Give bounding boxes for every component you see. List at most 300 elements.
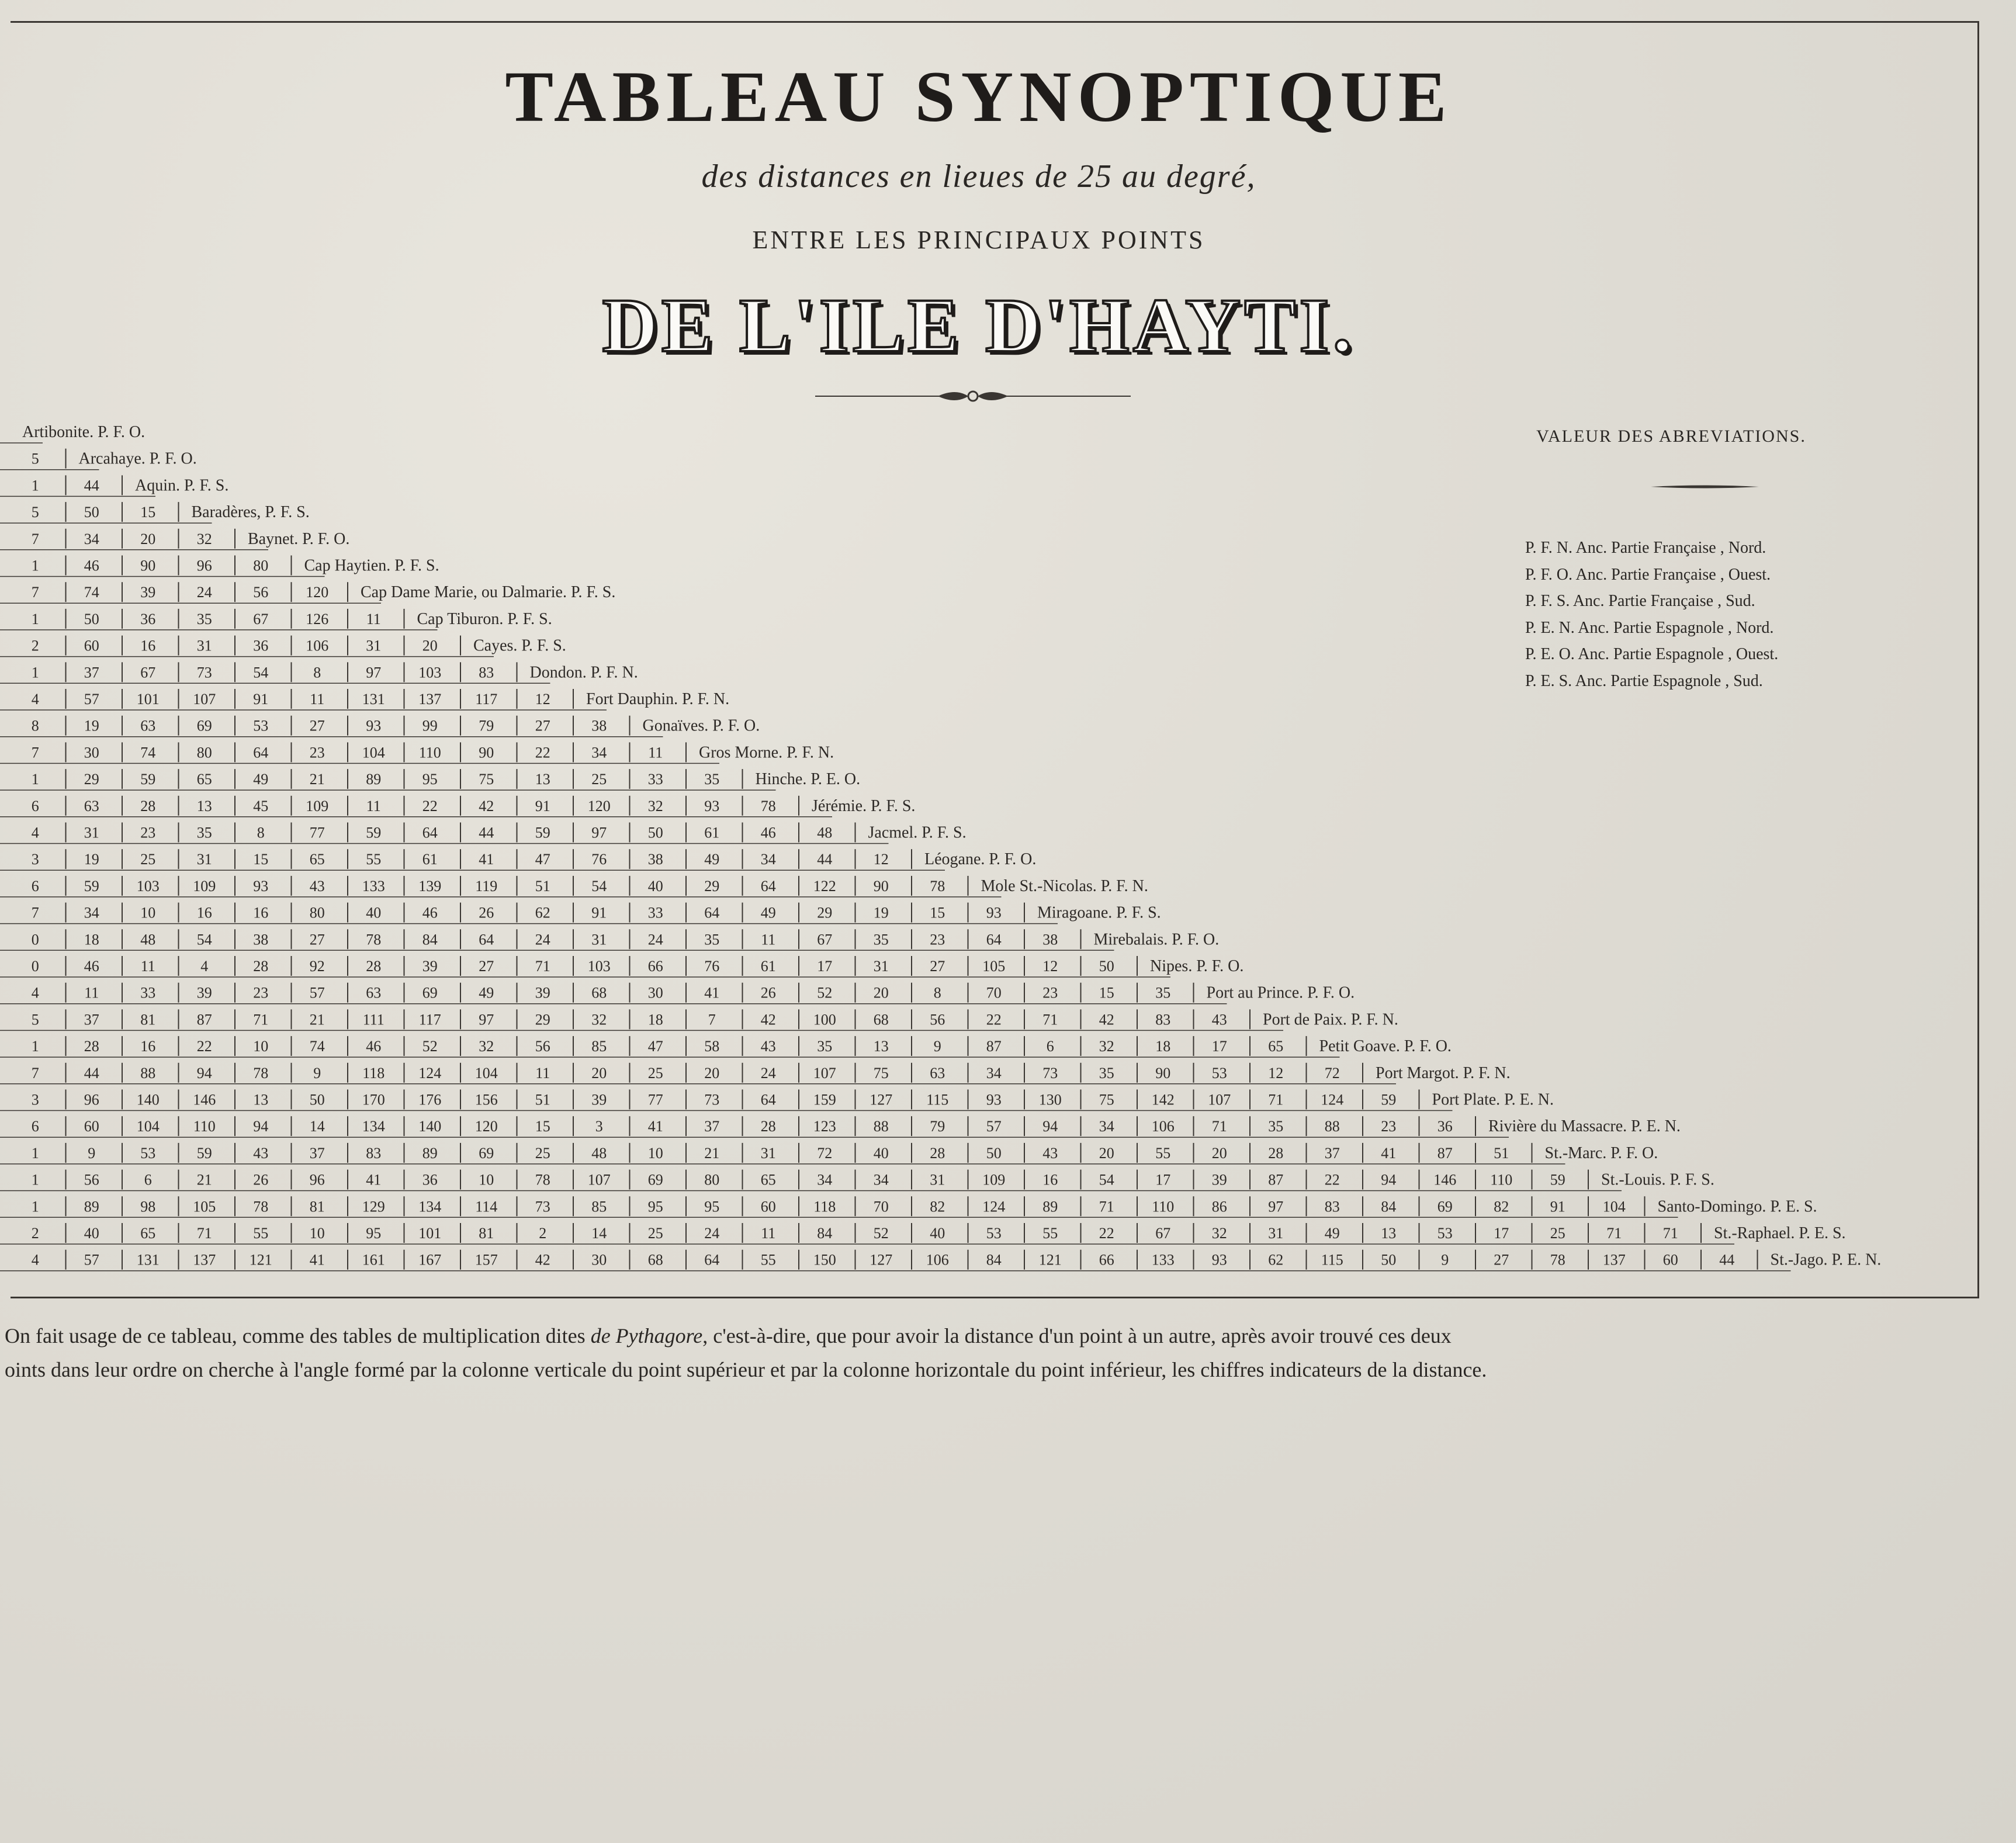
distance-cell: 133 [362,877,385,895]
distance-cell: 73 [535,1198,550,1215]
distance-cell: 129 [362,1198,385,1215]
distance-cell: 101 [136,691,160,708]
distance-cell: 25 [1550,1225,1565,1242]
distance-cell: 13 [873,1038,889,1055]
abbreviation-item: P. E. S. Anc. Partie Espagnole , Sud. [1525,671,1763,690]
subtitle-distances: des distances en lieues de 25 au degré, [701,158,1256,195]
distance-cell: 20 [1211,1144,1227,1162]
distance-cell: 54 [196,931,212,948]
distance-cell: 31 [196,851,212,868]
distance-cell: 110 [193,1118,216,1135]
distance-cell: 44 [817,851,833,868]
place-label: St.-Jago. P. E. N. [1770,1250,1882,1269]
distance-cell: 56 [253,584,269,601]
island-title: DE L'ILE D'HAYTI. [602,282,1356,368]
distance-cell: 7 [31,584,39,601]
distance-cell: 35 [1155,984,1171,1002]
distance-cell: 16 [140,1038,156,1055]
distance-cell: 59 [84,877,99,895]
distance-cell: 94 [1042,1118,1058,1135]
distance-cell: 38 [647,851,663,868]
distance-cell: 64 [422,824,438,841]
distance-cell: 64 [704,1251,720,1269]
distance-cell: 7 [708,1011,716,1028]
distance-cell: 28 [140,797,156,815]
distance-cell: 61 [760,958,776,975]
distance-cell: 15 [140,504,156,521]
distance-cell: 95 [704,1198,720,1215]
abbreviation-item: P. E. N. Anc. Partie Espagnole , Nord. [1525,618,1774,637]
distance-cell: 19 [84,717,99,735]
distance-cell: 44 [84,1064,99,1082]
distance-cell: 109 [982,1171,1006,1189]
place-label: Artibonite. P. F. O. [22,423,146,441]
distance-cell: 4 [31,691,39,708]
distance-cell: 104 [1602,1198,1626,1215]
distance-cell: 49 [760,904,776,922]
distance-cell: 111 [362,1011,385,1028]
distance-cell: 66 [1099,1251,1114,1269]
distance-cell: 31 [366,637,382,654]
distance-cell: 150 [813,1251,836,1269]
distance-cell: 70 [986,984,1002,1002]
place-label: Port au Prince. P. F. O. [1206,983,1355,1002]
distance-cell: 134 [362,1118,385,1135]
distance-cell: 5 [31,1011,39,1028]
distance-cell: 96 [196,557,212,574]
distance-cell: 88 [873,1118,889,1135]
distance-cell: 8 [31,717,39,735]
distance-cell: 37 [704,1118,720,1135]
distance-cell: 118 [813,1198,836,1215]
distance-cell: 21 [196,1171,212,1189]
distance-cell: 103 [136,877,160,895]
distance-cell: 3 [595,1118,603,1135]
distance-cell: 73 [196,664,212,681]
distance-cell: 134 [418,1198,442,1215]
distance-cell: 24 [647,931,663,948]
distance-cell: 27 [1494,1251,1509,1269]
distance-cell: 104 [136,1118,160,1135]
distance-cell: 41 [366,1171,382,1189]
distance-cell: 131 [362,691,385,708]
distance-cell: 6 [1046,1038,1054,1055]
distance-cell: 36 [1437,1118,1453,1135]
distance-cell: 71 [1606,1225,1622,1242]
distance-cell: 32 [479,1038,494,1055]
distance-cell: 71 [1042,1011,1058,1028]
distance-cell: 62 [535,904,550,922]
usage-note-text: On fait usage de ce tableau, comme des tables de multiplication dites [5,1324,591,1347]
distance-cell: 35 [817,1038,833,1055]
distance-cell: 83 [366,1144,382,1162]
distance-cell: 65 [1268,1038,1284,1055]
distance-cell: 120 [474,1118,498,1135]
distance-cell: 53 [253,717,269,735]
distance-cell: 4 [200,958,209,975]
distance-cell: 22 [986,1011,1002,1028]
distance-cell: 20 [1099,1144,1114,1162]
main-title: TABLEAU SYNOPTIQUE [505,57,1453,137]
distance-cell: 137 [1602,1251,1626,1269]
distance-cell: 121 [1038,1251,1062,1269]
distance-cell: 88 [140,1064,156,1082]
distance-cell: 22 [422,797,438,815]
distance-cell: 137 [193,1251,216,1269]
distance-cell: 97 [1268,1198,1284,1215]
distance-cell: 17 [1211,1038,1227,1055]
distance-cell: 83 [1155,1011,1171,1028]
distance-cell: 176 [418,1091,442,1108]
distance-cell: 67 [140,664,156,681]
distance-cell: 11 [140,958,155,975]
distance-cell: 110 [418,744,441,761]
distance-cell: 89 [366,771,382,788]
distance-cell: 23 [253,984,269,1002]
distance-cell: 66 [647,958,663,975]
distance-cell: 34 [84,904,99,922]
distance-cell: 57 [309,984,325,1002]
distance-cell: 119 [475,877,498,895]
distance-cell: 56 [930,1011,945,1028]
distance-cell: 78 [760,797,776,815]
distance-cell: 35 [873,931,889,948]
distance-cell: 23 [1042,984,1058,1002]
distance-cell: 93 [986,904,1002,922]
distance-cell: 65 [196,771,212,788]
distance-cell: 13 [196,797,212,815]
distance-cell: 35 [1099,1064,1114,1082]
distance-cell: 86 [1211,1198,1227,1215]
distance-cell: 42 [760,1011,776,1028]
distance-cell: 17 [1494,1225,1509,1242]
distance-cell: 93 [253,877,269,895]
distance-cell: 64 [704,904,720,922]
distance-cell: 100 [813,1011,836,1028]
distance-cell: 81 [140,1011,156,1028]
distance-cell: 49 [253,771,269,788]
distance-cell: 84 [1381,1198,1397,1215]
distance-cell: 67 [253,610,269,628]
distance-cell: 25 [647,1225,663,1242]
distance-cell: 78 [366,931,382,948]
distance-cell: 24 [704,1225,720,1242]
place-label: Jacmel. P. F. S. [868,823,967,842]
distance-cell: 31 [760,1144,776,1162]
distance-cell: 107 [813,1064,836,1082]
distance-cell: 97 [479,1011,494,1028]
distance-cell: 50 [84,610,99,628]
distance-cell: 12 [873,851,889,868]
distance-cell: 41 [309,1251,325,1269]
distance-cell: 50 [1381,1251,1397,1269]
distance-cell: 120 [587,797,611,815]
distance-cell: 48 [817,824,833,841]
distance-cell: 24 [760,1064,776,1082]
distance-cell: 60 [84,637,99,654]
distance-cell: 3 [31,1091,39,1108]
distance-cell: 71 [196,1225,212,1242]
distance-cell: 37 [309,1144,325,1162]
distance-cell: 63 [140,717,156,735]
distance-cell: 55 [1042,1225,1058,1242]
distance-cell: 146 [193,1091,216,1108]
distance-cell: 7 [31,904,39,922]
distance-cell: 46 [760,824,776,841]
distance-cell: 25 [647,1064,663,1082]
distance-cell: 52 [817,984,833,1002]
distance-cell: 7 [31,530,39,548]
distance-cell: 69 [1437,1198,1453,1215]
distance-cell: 58 [704,1038,720,1055]
distance-cell: 71 [535,958,550,975]
distance-cell: 22 [535,744,550,761]
distance-cell: 95 [647,1198,663,1215]
distance-cell: 64 [986,931,1002,948]
place-label: Santo-Domingo. P. E. S. [1657,1197,1817,1216]
place-label: St.-Louis. P. F. S. [1601,1170,1714,1189]
distance-cell: 91 [1550,1198,1565,1215]
place-label: Cayes. P. F. S. [473,636,566,655]
distance-cell: 21 [309,771,325,788]
distance-cell: 31 [873,958,889,975]
distance-cell: 9 [88,1144,96,1162]
distance-cell: 71 [253,1011,269,1028]
place-label: Mirebalais. P. F. O. [1093,930,1220,949]
distance-cell: 103 [587,958,611,975]
distance-cell: 41 [479,851,494,868]
distance-cell: 84 [986,1251,1002,1269]
distance-cell: 3 [31,851,39,868]
distance-cell: 84 [422,931,438,948]
distance-cell: 52 [422,1038,438,1055]
distance-cell: 38 [1042,931,1058,948]
distance-cell: 35 [704,771,720,788]
distance-cell: 29 [84,771,99,788]
distance-cell: 39 [196,984,212,1002]
distance-cell: 90 [873,877,889,895]
distance-cell: 37 [84,1011,99,1028]
distance-cell: 30 [84,744,99,761]
distance-cell: 78 [930,877,945,895]
distance-cell: 114 [475,1198,498,1215]
distance-cell: 55 [366,851,382,868]
distance-cell: 27 [479,958,494,975]
distance-cell: 127 [870,1251,893,1269]
distance-cell: 35 [1268,1118,1284,1135]
distance-cell: 67 [817,931,833,948]
distance-cell: 45 [253,797,269,815]
distance-cell: 42 [479,797,494,815]
distance-cell: 40 [84,1225,99,1242]
distance-cell: 13 [253,1091,269,1108]
distance-cell: 33 [140,984,156,1002]
distance-cell: 14 [309,1118,325,1135]
distance-cell: 69 [647,1171,663,1189]
distance-cell: 79 [479,717,494,735]
distance-cell: 47 [647,1038,663,1055]
distance-cell: 73 [1042,1064,1058,1082]
distance-cell: 90 [140,557,156,574]
distance-cell: 73 [704,1091,720,1108]
distance-cell: 115 [926,1091,949,1108]
distance-cell: 31 [591,931,607,948]
distance-cell: 21 [704,1144,720,1162]
distance-cell: 4 [31,1251,39,1269]
distance-cell: 2 [31,637,39,654]
distance-cell: 36 [422,1171,438,1189]
distance-cell: 93 [986,1091,1002,1108]
distance-cell: 80 [704,1171,720,1189]
distance-cell: 17 [1155,1171,1171,1189]
distance-cell: 90 [1155,1064,1171,1082]
distance-cell: 82 [930,1198,945,1215]
distance-cell: 39 [1211,1171,1227,1189]
distance-cell: 106 [306,637,329,654]
place-label: Baynet. P. F. O. [248,529,350,548]
distance-cell: 78 [253,1198,269,1215]
distance-cell: 39 [535,984,550,1002]
distance-cell: 97 [591,824,607,841]
distance-cell: 20 [591,1064,607,1082]
distance-cell: 0 [31,931,39,948]
place-label: Miragoane. P. F. S. [1037,903,1161,922]
distance-cell: 6 [31,1118,39,1135]
distance-cell: 79 [930,1118,945,1135]
distance-cell: 40 [930,1225,945,1242]
distance-cell: 85 [591,1038,607,1055]
distance-cell: 5 [31,450,39,467]
distance-cell: 23 [140,824,156,841]
distance-cell: 30 [591,1251,607,1269]
distance-cell: 11 [761,1225,776,1242]
abbreviation-item: P. F. O. Anc. Partie Française , Ouest. [1525,565,1771,584]
place-label: Rivière du Massacre. P. E. N. [1488,1117,1681,1136]
distance-cell: 4 [31,984,39,1002]
distance-cell: 63 [930,1064,945,1082]
distance-cell: 12 [1268,1064,1284,1082]
distance-cell: 87 [1437,1144,1453,1162]
distance-cell: 42 [535,1251,550,1269]
distance-cell: 24 [535,931,550,948]
distance-cell: 99 [422,717,438,735]
distance-cell: 9 [933,1038,941,1055]
distance-cell: 18 [1155,1038,1171,1055]
distance-cell: 89 [84,1198,99,1215]
distance-cell: 27 [930,958,945,975]
distance-cell: 67 [1155,1225,1171,1242]
distance-cell: 64 [253,744,269,761]
distance-cell: 16 [196,904,212,922]
distance-cell: 93 [1211,1251,1227,1269]
distance-cell: 74 [140,744,156,761]
distance-cell: 11 [535,1064,550,1082]
distance-cell: 80 [253,557,269,574]
distance-cell: 91 [535,797,550,815]
distance-cell: 11 [761,931,776,948]
place-label: Gros Morne. P. F. N. [699,743,834,762]
distance-cell: 51 [535,1091,550,1108]
distance-cell: 159 [813,1091,836,1108]
distance-cell: 43 [1211,1011,1227,1028]
distance-cell: 110 [1490,1171,1513,1189]
distance-cell: 50 [647,824,663,841]
distance-cell: 68 [873,1011,889,1028]
distance-cell: 9 [1441,1251,1449,1269]
usage-note-line-1 [5,1322,1986,1350]
distance-cell: 28 [253,958,269,975]
distance-cell: 107 [193,691,216,708]
distance-cell: 121 [249,1251,272,1269]
distance-cell: 75 [873,1064,889,1082]
distance-cell: 48 [591,1144,607,1162]
distance-cell: 131 [136,1251,160,1269]
distance-cell: 142 [1151,1091,1175,1108]
distance-cell: 96 [309,1171,325,1189]
distance-cell: 27 [535,717,550,735]
distance-cell: 34 [591,744,607,761]
distance-cell: 53 [1437,1225,1453,1242]
distance-cell: 27 [309,717,325,735]
distance-cell: 133 [1151,1251,1175,1269]
distance-cell: 97 [366,664,382,681]
place-label: St.-Marc. P. F. O. [1544,1144,1658,1162]
distance-cell: 34 [817,1171,833,1189]
distance-cell: 54 [253,664,269,681]
distance-cell: 15 [930,904,945,922]
distance-cell: 53 [1211,1064,1227,1082]
distance-cell: 23 [309,744,325,761]
distance-cell: 93 [366,717,382,735]
distance-cell: 23 [930,931,945,948]
distance-cell: 1 [31,477,39,494]
distance-cell: 71 [1211,1118,1227,1135]
distance-cell: 50 [986,1144,1002,1162]
distance-cell: 130 [1038,1091,1062,1108]
distance-cell: 29 [535,1011,550,1028]
distance-cell: 53 [986,1225,1002,1242]
place-label: Mole St.-Nicolas. P. F. N. [981,877,1148,895]
distance-cell: 20 [704,1064,720,1082]
distance-cell: 87 [1268,1171,1284,1189]
distance-cell: 40 [647,877,663,895]
distance-cell: 70 [873,1198,889,1215]
distance-cell: 94 [196,1064,212,1082]
distance-cell: 47 [535,851,550,868]
place-label: Aquin. P. F. S. [135,476,229,495]
distance-cell: 35 [196,610,212,628]
distance-cell: 78 [1550,1251,1565,1269]
distance-cell: 16 [140,637,156,654]
distance-cell: 64 [760,1091,776,1108]
distance-cell: 140 [136,1091,160,1108]
place-label: Cap Dame Marie, ou Dalmarie. P. F. S. [361,583,616,602]
distance-cell: 2 [539,1225,547,1242]
distance-cell: 57 [84,1251,99,1269]
distance-cell: 74 [309,1038,325,1055]
distance-cell: 46 [422,904,438,922]
distance-cell: 101 [418,1225,442,1242]
distance-cell: 49 [1324,1225,1340,1242]
distance-cell: 11 [366,610,381,628]
distance-cell: 17 [817,958,833,975]
distance-cell: 41 [1381,1144,1397,1162]
distance-cell: 6 [31,797,39,815]
usage-note-line-2: oints dans leur ordre on cherche à l'angle formé par la colonne verticale du point supérieur et par la colonne horizontale du point inférieur, les chiffres indicateurs de la distance. [5,1358,1487,1381]
distance-cell: 31 [930,1171,945,1189]
distance-cell: 46 [84,958,99,975]
distance-cell: 124 [1321,1091,1344,1108]
